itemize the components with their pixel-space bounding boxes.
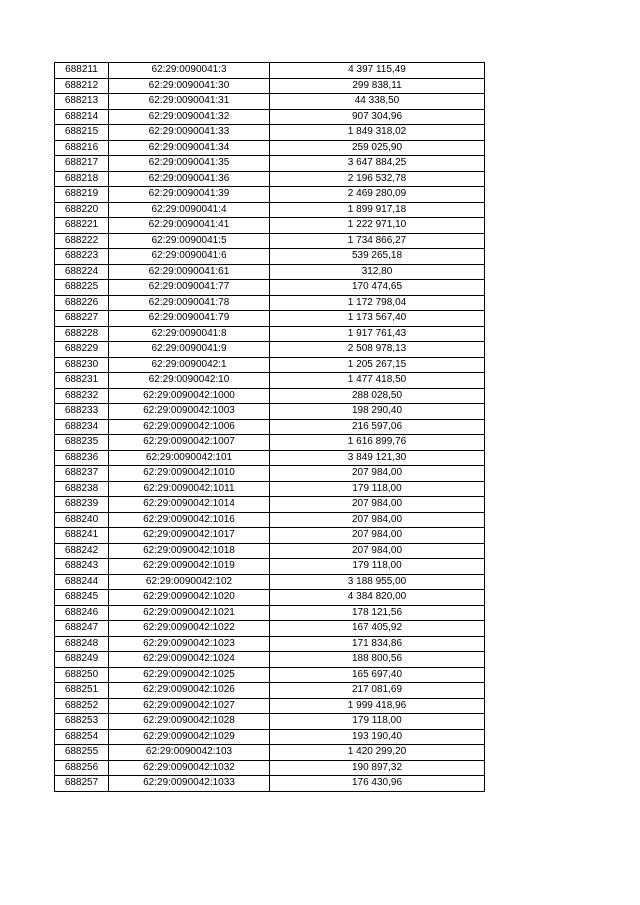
cadastral-number-cell: 62:29:0090042:1025 (109, 667, 270, 683)
cadastral-number-cell: 62:29:0090042:1018 (109, 543, 270, 559)
row-number-cell: 688237 (55, 466, 109, 482)
table-body (55, 63, 485, 792)
row-number-cell: 688252 (55, 698, 109, 714)
table-row (55, 156, 485, 172)
row-number-cell: 688212 (55, 78, 109, 94)
row-number-cell: 688214 (55, 109, 109, 125)
cadastral-value-cell: 1 172 798,04 (270, 295, 485, 311)
cadastral-value-cell: 1 205 267,15 (270, 357, 485, 373)
cadastral-number-cell: 62:29:0090042:1000 (109, 388, 270, 404)
cadastral-number-cell: 62:29:0090042:1022 (109, 621, 270, 637)
table-row (55, 512, 485, 528)
cadastral-value-cell: 198 290,40 (270, 404, 485, 420)
cadastral-value-cell: 207 984,00 (270, 497, 485, 513)
table-row (55, 543, 485, 559)
cadastral-value-cell: 312,80 (270, 264, 485, 280)
row-number-cell: 688255 (55, 745, 109, 761)
cadastral-value-cell: 1 734 866,27 (270, 233, 485, 249)
cadastral-number-cell: 62:29:0090041:77 (109, 280, 270, 296)
row-number-cell: 688218 (55, 171, 109, 187)
row-number-cell: 688216 (55, 140, 109, 156)
cadastral-number-cell: 62:29:0090041:3 (109, 63, 270, 79)
table-row (55, 466, 485, 482)
cadastral-number-cell: 62:29:0090042:1032 (109, 760, 270, 776)
table-row (55, 590, 485, 606)
row-number-cell: 688248 (55, 636, 109, 652)
cadastral-number-cell: 62:29:0090042:101 (109, 450, 270, 466)
cadastral-value-cell: 3 188 955,00 (270, 574, 485, 590)
cadastral-value-cell: 176 430,96 (270, 776, 485, 792)
cadastral-value-cell: 539 265,18 (270, 249, 485, 265)
row-number-cell: 688231 (55, 373, 109, 389)
table-row (55, 280, 485, 296)
cadastral-number-cell: 62:29:0090042:1033 (109, 776, 270, 792)
cadastral-number-cell: 62:29:0090042:1010 (109, 466, 270, 482)
cadastral-number-cell: 62:29:0090042:1019 (109, 559, 270, 575)
table-row (55, 776, 485, 792)
cadastral-value-cell: 4 397 115,49 (270, 63, 485, 79)
table-row (55, 109, 485, 125)
cadastral-value-cell: 167 405,92 (270, 621, 485, 637)
cadastral-number-cell: 62:29:0090041:6 (109, 249, 270, 265)
cadastral-number-cell: 62:29:0090042:1021 (109, 605, 270, 621)
cadastral-value-cell: 216 597,06 (270, 419, 485, 435)
row-number-cell: 688245 (55, 590, 109, 606)
cadastral-value-cell: 190 897,32 (270, 760, 485, 776)
cadastral-value-cell: 1 917 761,43 (270, 326, 485, 342)
row-number-cell: 688233 (55, 404, 109, 420)
cadastral-value-cell: 207 984,00 (270, 528, 485, 544)
table-row (55, 404, 485, 420)
table-row (55, 667, 485, 683)
cadastral-value-cell: 179 118,00 (270, 714, 485, 730)
cadastral-number-cell: 62:29:0090041:36 (109, 171, 270, 187)
cadastral-value-cell: 193 190,40 (270, 729, 485, 745)
table-row (55, 388, 485, 404)
cadastral-value-cell: 207 984,00 (270, 466, 485, 482)
cadastral-value-cell: 1 173 567,40 (270, 311, 485, 327)
table-row (55, 760, 485, 776)
cadastral-number-cell: 62:29:0090041:79 (109, 311, 270, 327)
cadastral-number-cell: 62:29:0090041:9 (109, 342, 270, 358)
table-row (55, 729, 485, 745)
row-number-cell: 688235 (55, 435, 109, 451)
table-row (55, 171, 485, 187)
cadastral-value-cell: 2 196 532,78 (270, 171, 485, 187)
cadastral-number-cell: 62:29:0090041:78 (109, 295, 270, 311)
cadastral-value-cell: 1 222 971,10 (270, 218, 485, 234)
cadastral-number-cell: 62:29:0090041:34 (109, 140, 270, 156)
cadastral-number-cell: 62:29:0090042:1007 (109, 435, 270, 451)
row-number-cell: 688251 (55, 683, 109, 699)
table-row (55, 218, 485, 234)
table-row (55, 264, 485, 280)
row-number-cell: 688219 (55, 187, 109, 203)
cadastral-number-cell: 62:29:0090042:10 (109, 373, 270, 389)
cadastral-value-cell: 1 420 299,20 (270, 745, 485, 761)
cadastral-number-cell: 62:29:0090042:1026 (109, 683, 270, 699)
table-row (55, 528, 485, 544)
row-number-cell: 688224 (55, 264, 109, 280)
cadastral-value-cell: 259 025,90 (270, 140, 485, 156)
table-row (55, 357, 485, 373)
cadastral-number-cell: 62:29:0090042:1014 (109, 497, 270, 513)
cadastral-value-cell: 1 999 418,96 (270, 698, 485, 714)
table-row (55, 714, 485, 730)
row-number-cell: 688220 (55, 202, 109, 218)
cadastral-value-cell: 288 028,50 (270, 388, 485, 404)
cadastral-value-cell: 299 838,11 (270, 78, 485, 94)
cadastral-number-cell: 62:29:0090042:1003 (109, 404, 270, 420)
table-row (55, 621, 485, 637)
row-number-cell: 688211 (55, 63, 109, 79)
row-number-cell: 688221 (55, 218, 109, 234)
row-number-cell: 688239 (55, 497, 109, 513)
row-number-cell: 688242 (55, 543, 109, 559)
row-number-cell: 688222 (55, 233, 109, 249)
cadastral-number-cell: 62:29:0090042:1011 (109, 481, 270, 497)
cadastral-value-cell: 907 304,96 (270, 109, 485, 125)
cadastral-number-cell: 62:29:0090041:32 (109, 109, 270, 125)
table-row (55, 652, 485, 668)
cadastral-value-cell: 179 118,00 (270, 481, 485, 497)
row-number-cell: 688228 (55, 326, 109, 342)
row-number-cell: 688257 (55, 776, 109, 792)
cadastral-number-cell: 62:29:0090042:1023 (109, 636, 270, 652)
row-number-cell: 688244 (55, 574, 109, 590)
cadastral-value-cell: 188 800,56 (270, 652, 485, 668)
table-row (55, 574, 485, 590)
row-number-cell: 688226 (55, 295, 109, 311)
table-row (55, 698, 485, 714)
row-number-cell: 688250 (55, 667, 109, 683)
row-number-cell: 688232 (55, 388, 109, 404)
row-number-cell: 688253 (55, 714, 109, 730)
cadastral-value-cell: 1 849 318,02 (270, 125, 485, 141)
cadastral-number-cell: 62:29:0090042:1006 (109, 419, 270, 435)
table-row (55, 683, 485, 699)
cadastral-value-cell: 2 508 978,13 (270, 342, 485, 358)
cadastral-value-cell: 217 081,69 (270, 683, 485, 699)
row-number-cell: 688241 (55, 528, 109, 544)
cadastral-value-cell: 171 834,86 (270, 636, 485, 652)
cadastral-number-cell: 62:29:0090041:41 (109, 218, 270, 234)
table-row (55, 745, 485, 761)
table-row (55, 326, 485, 342)
cadastral-value-cell: 165 697,40 (270, 667, 485, 683)
table-row (55, 605, 485, 621)
row-number-cell: 688213 (55, 94, 109, 110)
cadastral-number-cell: 62:29:0090041:30 (109, 78, 270, 94)
row-number-cell: 688246 (55, 605, 109, 621)
cadastral-number-cell: 62:29:0090042:103 (109, 745, 270, 761)
cadastral-value-table (54, 62, 485, 792)
cadastral-value-cell: 1 477 418,50 (270, 373, 485, 389)
cadastral-number-cell: 62:29:0090042:1027 (109, 698, 270, 714)
row-number-cell: 688243 (55, 559, 109, 575)
row-number-cell: 688236 (55, 450, 109, 466)
row-number-cell: 688227 (55, 311, 109, 327)
row-number-cell: 688229 (55, 342, 109, 358)
table-row (55, 450, 485, 466)
table-row (55, 78, 485, 94)
cadastral-number-cell: 62:29:0090041:5 (109, 233, 270, 249)
table-row (55, 311, 485, 327)
row-number-cell: 688254 (55, 729, 109, 745)
cadastral-number-cell: 62:29:0090041:4 (109, 202, 270, 218)
row-number-cell: 688215 (55, 125, 109, 141)
cadastral-number-cell: 62:29:0090042:1017 (109, 528, 270, 544)
row-number-cell: 688247 (55, 621, 109, 637)
row-number-cell: 688234 (55, 419, 109, 435)
cadastral-value-cell: 1 899 917,18 (270, 202, 485, 218)
cadastral-number-cell: 62:29:0090042:1 (109, 357, 270, 373)
row-number-cell: 688223 (55, 249, 109, 265)
cadastral-number-cell: 62:29:0090042:1028 (109, 714, 270, 730)
cadastral-value-cell: 179 118,00 (270, 559, 485, 575)
cadastral-value-cell: 3 647 884,25 (270, 156, 485, 172)
cadastral-value-cell: 1 616 899,76 (270, 435, 485, 451)
table-row (55, 202, 485, 218)
cadastral-number-cell: 62:29:0090041:31 (109, 94, 270, 110)
table-row (55, 249, 485, 265)
row-number-cell: 688238 (55, 481, 109, 497)
cadastral-number-cell: 62:29:0090042:102 (109, 574, 270, 590)
table-row (55, 233, 485, 249)
cadastral-value-cell: 207 984,00 (270, 543, 485, 559)
table-row (55, 187, 485, 203)
table-row (55, 342, 485, 358)
cadastral-value-cell: 3 849 121,30 (270, 450, 485, 466)
table-row (55, 559, 485, 575)
table-row (55, 140, 485, 156)
table-row (55, 94, 485, 110)
cadastral-number-cell: 62:29:0090041:39 (109, 187, 270, 203)
cadastral-value-cell: 2 469 280,09 (270, 187, 485, 203)
cadastral-value-cell: 170 474,65 (270, 280, 485, 296)
cadastral-value-cell: 207 984,00 (270, 512, 485, 528)
table-row (55, 419, 485, 435)
row-number-cell: 688256 (55, 760, 109, 776)
cadastral-number-cell: 62:29:0090042:1029 (109, 729, 270, 745)
cadastral-value-cell: 178 121,56 (270, 605, 485, 621)
row-number-cell: 688249 (55, 652, 109, 668)
cadastral-number-cell: 62:29:0090042:1016 (109, 512, 270, 528)
cadastral-number-cell: 62:29:0090041:8 (109, 326, 270, 342)
table-row (55, 125, 485, 141)
table-row (55, 636, 485, 652)
table-row (55, 481, 485, 497)
cadastral-number-cell: 62:29:0090041:61 (109, 264, 270, 280)
table-row (55, 497, 485, 513)
row-number-cell: 688240 (55, 512, 109, 528)
row-number-cell: 688217 (55, 156, 109, 172)
row-number-cell: 688225 (55, 280, 109, 296)
table-row (55, 63, 485, 79)
table-row (55, 435, 485, 451)
cadastral-number-cell: 62:29:0090042:1020 (109, 590, 270, 606)
cadastral-value-cell: 4 384 820,00 (270, 590, 485, 606)
cadastral-value-cell: 44 338,50 (270, 94, 485, 110)
cadastral-number-cell: 62:29:0090041:33 (109, 125, 270, 141)
table-row (55, 295, 485, 311)
cadastral-number-cell: 62:29:0090042:1024 (109, 652, 270, 668)
table-row (55, 373, 485, 389)
cadastral-number-cell: 62:29:0090041:35 (109, 156, 270, 172)
row-number-cell: 688230 (55, 357, 109, 373)
